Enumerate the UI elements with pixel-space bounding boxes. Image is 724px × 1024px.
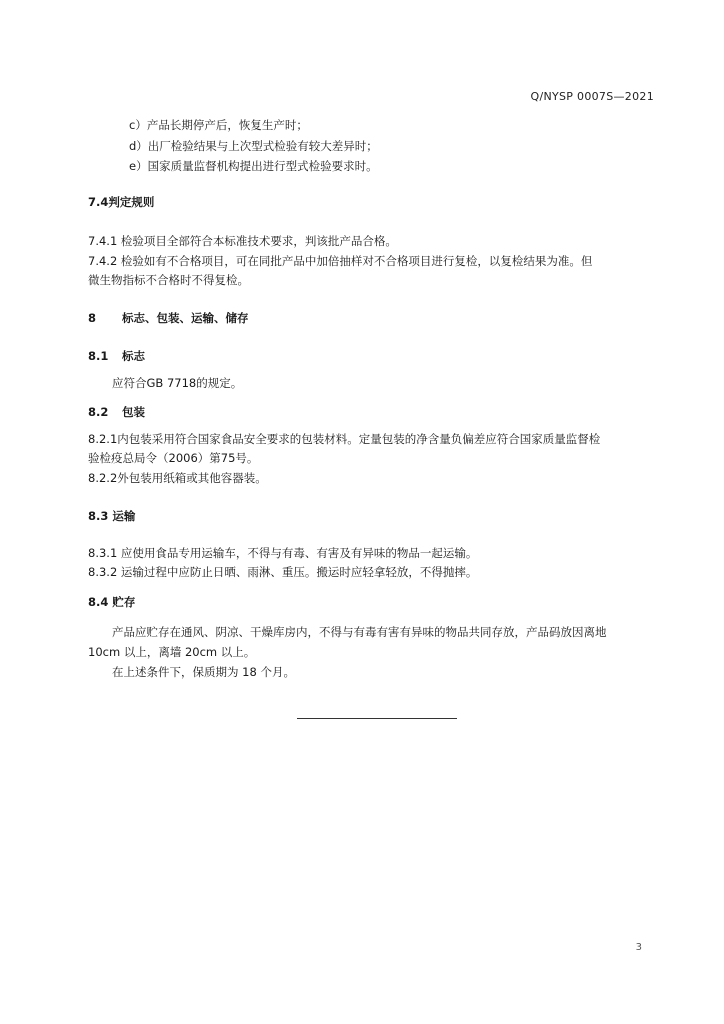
section-heading-7-4: 7.4判定规则 (88, 195, 155, 209)
standard-code: Q/NYSP 0007S—2021 (530, 90, 654, 103)
clause-8-3-2: 8.3.2 运输过程中应防止日晒、雨淋、重压。搬运时应轻拿轻放，不得抛摔。 (88, 565, 478, 579)
section-heading-8-2 (88, 404, 145, 420)
section-heading-8-4: 8.4 贮存 (88, 595, 136, 609)
clause-7-4-1: 7.4.1 检验项目全部符合本标准技术要求，判该批产品合格。 (88, 234, 397, 248)
clause-7-4-2: 7.4.2 检验如有不合格项目，可在同批产品中加倍抽样对不合格项目进行复检，以复检结果为准。但 (88, 254, 593, 268)
section-heading-8-3: 8.3 运输 (88, 509, 136, 523)
section-heading-8-1 (88, 348, 145, 364)
clause-8-3-1: 8.3.1 应使用食品专用运输车，不得与有毒、有害及有异味的物品一起运输。 (88, 546, 478, 560)
clause-8-2-2: 8.2.2外包装用纸箱或其他容器装。 (88, 471, 267, 485)
end-rule-divider (297, 718, 457, 719)
list-item: e）国家质量监督机构提出进行型式检验要求时。 (129, 159, 378, 173)
section-number: 8.2 (88, 405, 109, 419)
paragraph: 应符合GB 7718的规定。 (112, 376, 243, 390)
section-title: 标志 (122, 349, 146, 363)
list-item: c）产品长期停产后，恢复生产时； (129, 118, 308, 132)
clause-7-4-2-cont: 微生物指标不合格时不得复检。 (88, 273, 249, 287)
clause-8-2-1: 8.2.1内包装采用符合国家食品安全要求的包装材料。定量包装的净含量负偏差应符合国家质量监督检 (88, 432, 601, 446)
page-number: 3 (635, 942, 642, 953)
section-heading-8 (88, 310, 249, 326)
section-title: 包装 (122, 405, 146, 419)
paragraph-cont: 10cm 以上，离墙 20cm 以上。 (88, 645, 256, 659)
section-number: 8 (88, 311, 97, 325)
list-item: d）出厂检验结果与上次型式检验有较大差异时； (129, 139, 378, 153)
paragraph: 产品应贮存在通风、阴凉、干燥库房内，不得与有毒有害有异味的物品共同存放，产品码放因离地 (112, 625, 607, 639)
section-title: 标志、包装、运输、储存 (122, 311, 249, 325)
clause-8-2-1-cont: 验检疫总局令（2006）第75号。 (88, 451, 259, 465)
section-number: 8.1 (88, 349, 109, 363)
paragraph: 在上述条件下，保质期为 18 个月。 (112, 665, 295, 679)
